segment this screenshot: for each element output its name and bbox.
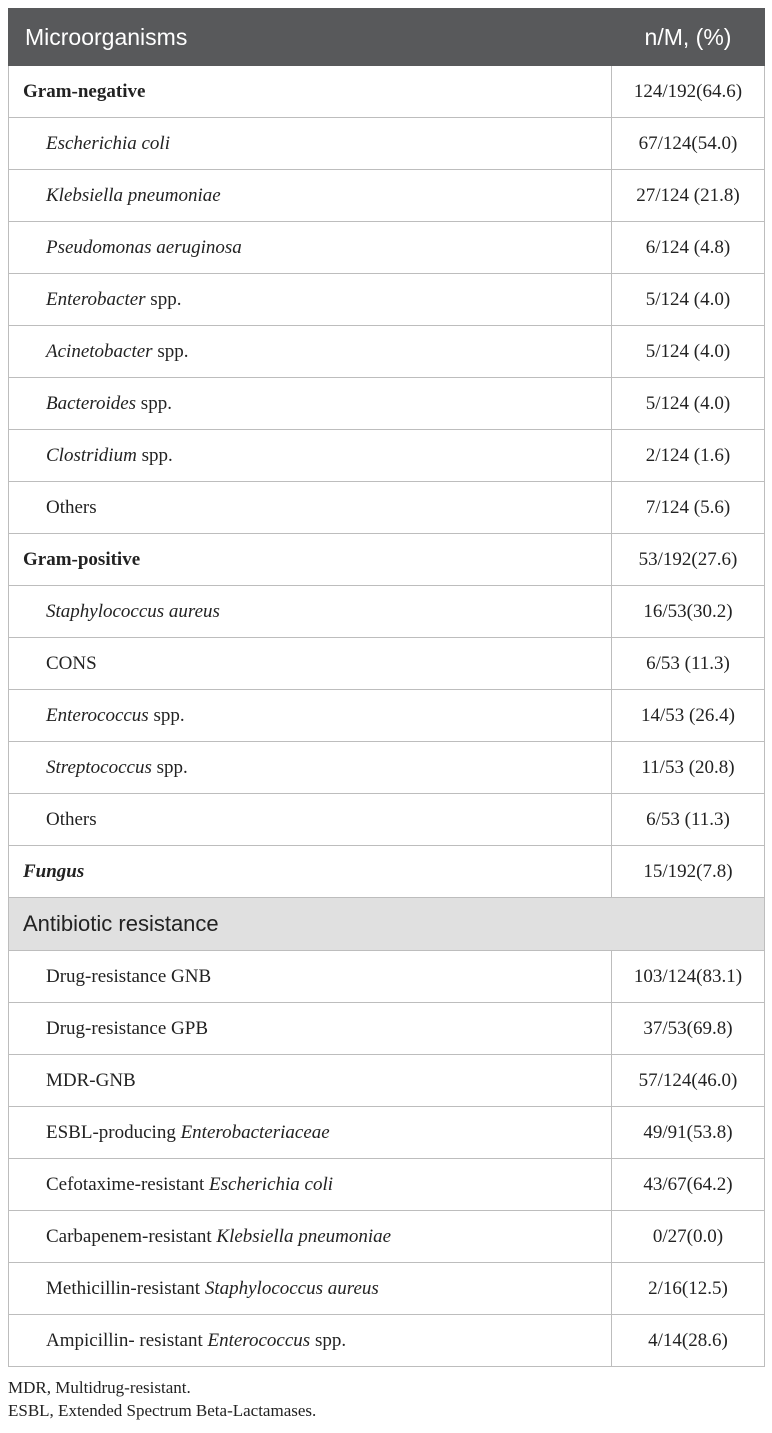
count-cell: 15/192(7.8) (612, 846, 765, 898)
organism-cell (9, 66, 612, 118)
organism-text: Klebsiella pneumoniae (46, 184, 221, 206)
organism-text: Clostridium (46, 444, 137, 466)
microorganisms-table (8, 8, 765, 1367)
organism-cell (9, 170, 612, 222)
count-cell: 11/53 (20.8) (612, 742, 765, 794)
count-cell: 27/124 (21.8) (612, 170, 765, 222)
organism-text: spp. (151, 756, 188, 778)
count-cell: 43/67(64.2) (612, 1159, 765, 1211)
count-cell: 57/124(46.0) (612, 1055, 765, 1107)
table-row (9, 846, 765, 898)
organism-cell (9, 1159, 612, 1211)
organism-cell (9, 326, 612, 378)
table-row (9, 586, 765, 638)
organism-cell (9, 274, 612, 326)
organism-cell (9, 638, 612, 690)
organism-cell (9, 846, 612, 898)
count-cell: 124/192(64.6) (612, 66, 765, 118)
organism-cell (9, 482, 612, 534)
count-cell: 67/124(54.0) (612, 118, 765, 170)
organism-text: spp. (136, 392, 172, 414)
organism-text: Gram-positive (23, 548, 141, 570)
count-cell: 53/192(27.6) (612, 534, 765, 586)
organism-cell (9, 534, 612, 586)
organism-cell (9, 742, 612, 794)
organism-cell (9, 1263, 612, 1315)
table-header-row (9, 9, 765, 66)
table-row (9, 1055, 765, 1107)
organism-cell (9, 690, 612, 742)
organism-cell (9, 1211, 612, 1263)
organism-text: Ampicillin- resistant (46, 1329, 208, 1351)
table-body (9, 66, 765, 1367)
table-row (9, 1159, 765, 1211)
organism-text: Acinetobacter (46, 340, 153, 362)
organism-cell (9, 898, 765, 951)
table-row (9, 534, 765, 586)
count-cell: 2/16(12.5) (612, 1263, 765, 1315)
table-row (9, 66, 765, 118)
organism-text: Enterococcus (207, 1329, 311, 1351)
organism-cell (9, 794, 612, 846)
organism-text: Drug-resistance GNB (46, 965, 212, 987)
organism-text: Staphylococcus aureus (46, 600, 220, 622)
table-row (9, 170, 765, 222)
organism-text: Fungus (23, 860, 85, 882)
organism-text: Antibiotic resistance (23, 911, 219, 936)
organism-text: Methicillin-resistant (46, 1277, 205, 1299)
organism-text: Carbapenem-resistant (46, 1225, 217, 1247)
table-row (9, 690, 765, 742)
table-row (9, 1263, 765, 1315)
footnote-esbl: ESBL, Extended Spectrum Beta-Lactamases. (8, 1401, 317, 1420)
organism-text: MDR-GNB (46, 1069, 136, 1091)
organism-text: Drug-resistance GPB (46, 1017, 208, 1039)
organism-cell (9, 1003, 612, 1055)
table-row (9, 742, 765, 794)
count-cell: 37/53(69.8) (612, 1003, 765, 1055)
organism-text: Others (46, 496, 97, 518)
table-row (9, 482, 765, 534)
count-cell: 5/124 (4.0) (612, 326, 765, 378)
organism-text: Cefotaxime-resistant (46, 1173, 210, 1195)
organism-text: spp. (148, 704, 185, 726)
count-cell: 4/14(28.6) (612, 1315, 765, 1367)
count-cell: 16/53(30.2) (612, 586, 765, 638)
table-row (9, 1315, 765, 1367)
organism-text: Bacteroides (46, 392, 137, 414)
organism-cell (9, 586, 612, 638)
organism-text: CONS (46, 652, 97, 674)
count-cell: 7/124 (5.6) (612, 482, 765, 534)
organism-text: Klebsiella pneumoniae (216, 1225, 392, 1247)
organism-text: spp. (136, 444, 173, 466)
count-cell: 0/27(0.0) (612, 1211, 765, 1263)
organism-text: Gram-negative (23, 80, 146, 102)
organism-cell (9, 118, 612, 170)
section-row (9, 898, 765, 951)
header-microorganisms: Microorganisms (9, 9, 612, 66)
count-cell: 103/124(83.1) (612, 951, 765, 1003)
table-row (9, 1107, 765, 1159)
microorganisms-table-container (8, 8, 764, 1367)
organism-text: Streptococcus (46, 756, 152, 778)
organism-text: spp. (145, 288, 182, 310)
organism-text: Pseudomonas aeruginosa (46, 236, 242, 258)
organism-text: Escherichia coli (46, 132, 170, 154)
organism-text: Enterobacteriaceae (180, 1121, 330, 1143)
count-cell: 14/53 (26.4) (612, 690, 765, 742)
count-cell: 6/53 (11.3) (612, 638, 765, 690)
table-row (9, 1003, 765, 1055)
organism-text: ESBL-producing (46, 1121, 181, 1143)
header-n-m-percent: n/M, (%) (612, 9, 765, 66)
organism-cell (9, 951, 612, 1003)
organism-cell (9, 222, 612, 274)
count-cell: 2/124 (1.6) (612, 430, 765, 482)
count-cell: 49/91(53.8) (612, 1107, 765, 1159)
count-cell: 5/124 (4.0) (612, 274, 765, 326)
organism-text: spp. (310, 1329, 347, 1351)
table-row (9, 794, 765, 846)
organism-text: Others (46, 808, 97, 830)
organism-cell (9, 1315, 612, 1367)
table-row (9, 274, 765, 326)
table-row (9, 222, 765, 274)
footnote-mdr: MDR, Multidrug-resistant. (8, 1378, 191, 1397)
organism-text: Escherichia coli (209, 1173, 334, 1195)
table-row (9, 118, 765, 170)
table-row (9, 1211, 765, 1263)
organism-text: Staphylococcus aureus (204, 1277, 379, 1299)
organism-text: spp. (152, 340, 189, 362)
organism-cell (9, 378, 612, 430)
organism-cell (9, 430, 612, 482)
organism-cell (9, 1055, 612, 1107)
table-row (9, 638, 765, 690)
organism-text: Enterococcus (46, 704, 149, 726)
table-row (9, 326, 765, 378)
table-row (9, 378, 765, 430)
count-cell: 6/124 (4.8) (612, 222, 765, 274)
organism-text: Enterobacter (46, 288, 146, 310)
table-row (9, 430, 765, 482)
table-row (9, 951, 765, 1003)
count-cell: 5/124 (4.0) (612, 378, 765, 430)
count-cell: 6/53 (11.3) (612, 794, 765, 846)
organism-cell (9, 1107, 612, 1159)
footnotes (8, 1376, 316, 1422)
